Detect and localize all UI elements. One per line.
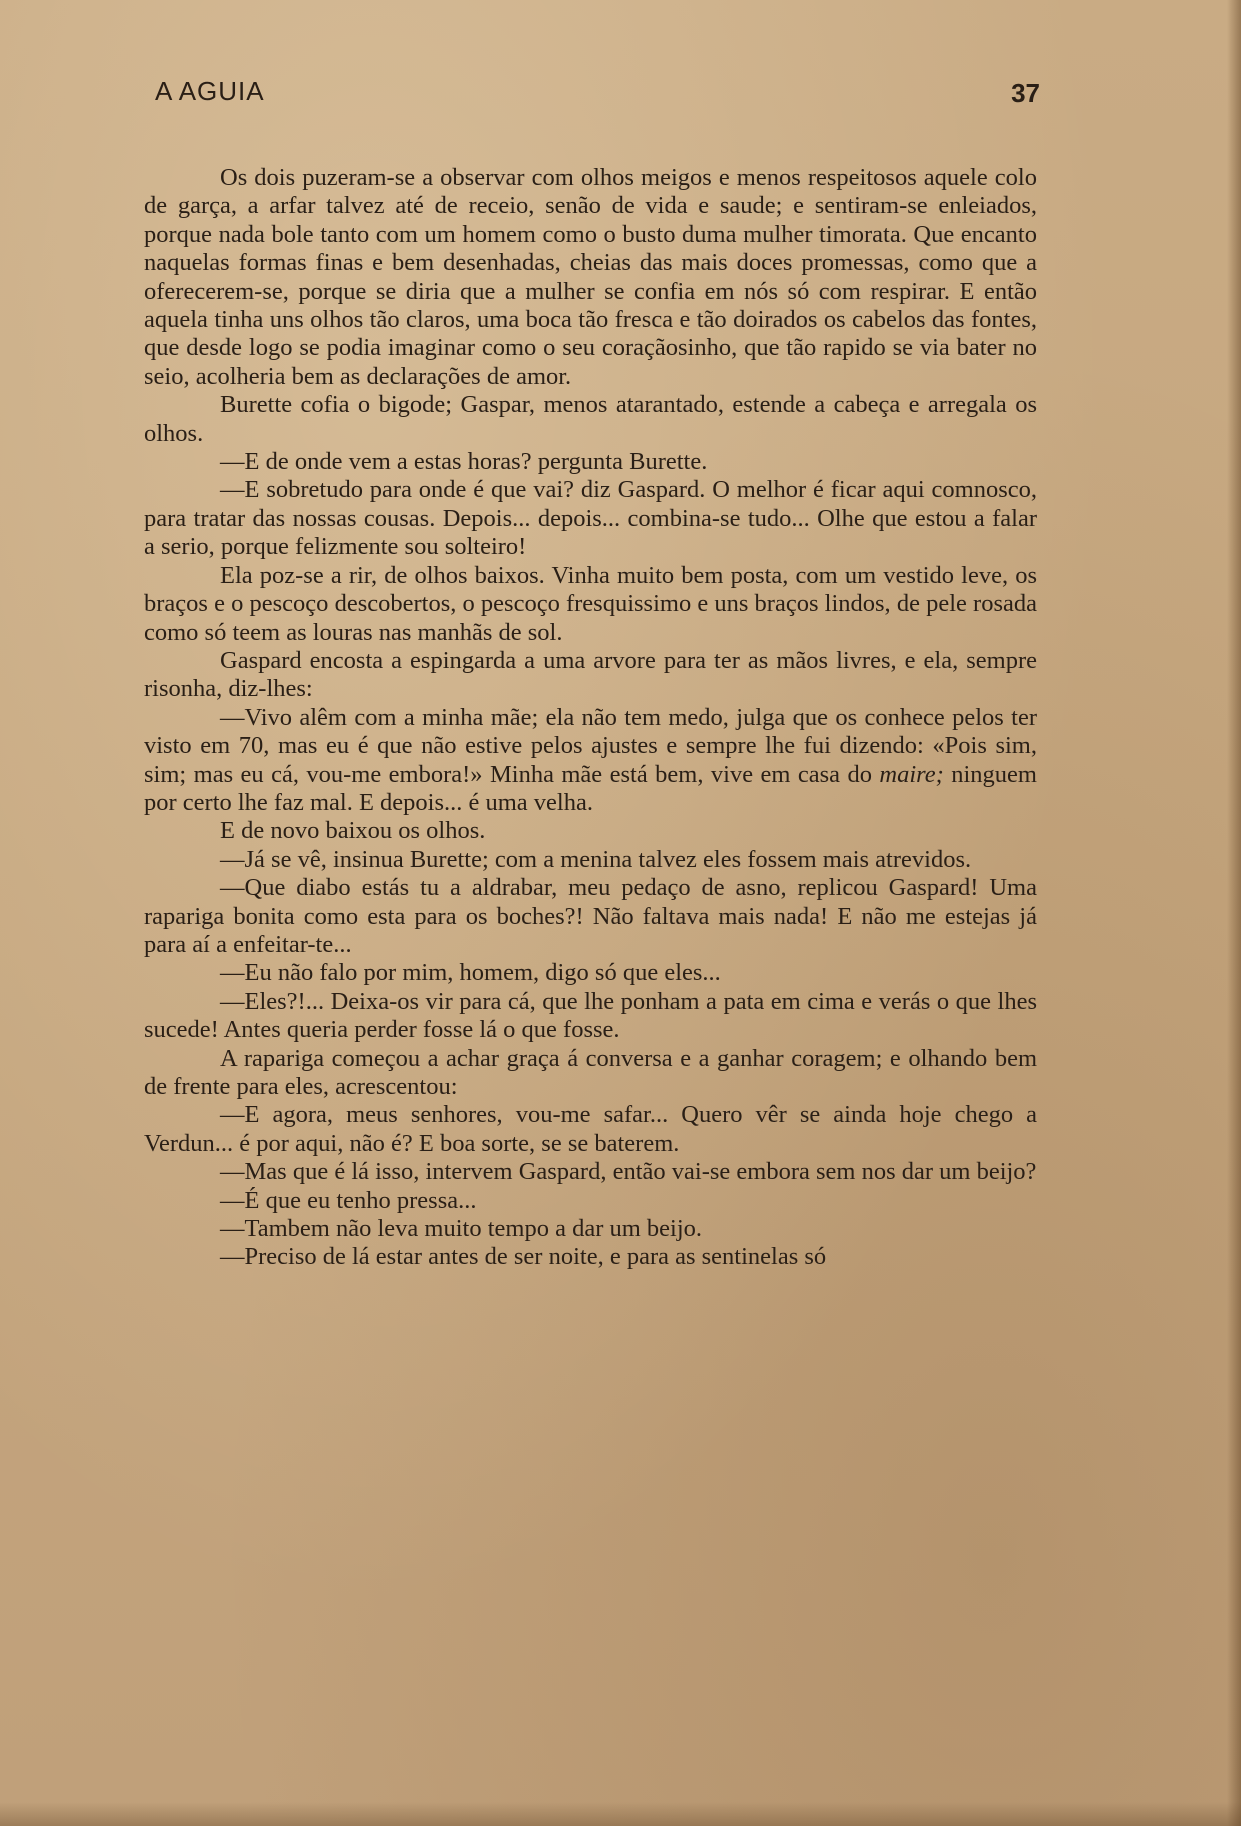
page-number: 37 [1011, 78, 1040, 108]
paragraph-text: —Vivo alêm com a minha mãe; ela não tem medo, julga que os conhece pelos ter visto em 70, mas eu é que não estive pelos ajustes e sempre lhe fui dizendo: «Pois sim, sim; mas eu cá, vou-me embora!» Minha mãe está bem, vive em casa do [144, 703, 1037, 788]
paragraph: —Mas que é lá isso, intervem Gaspard, então vai-se embora sem nos dar um beijo? [220, 1158, 1037, 1186]
page-bottom-shadow [0, 1802, 1241, 1826]
paragraph: —Eu não falo por mim, homem, digo só que eles... [220, 959, 721, 987]
paragraph: Burette cofia o bigode; Gaspar, menos atarantado, estende a cabeça e arregala os olhos. [144, 391, 1037, 447]
paragraph-text-tail: ninguem por certo lhe faz mal. E depois... é uma velha. [144, 760, 1037, 816]
paragraph: Ela poz-se a rir, de olhos baixos. Vinha muito bem posta, com um vestido leve, os braços e o pescoço descobertos, o pescoço fresquissimo e uns braços lindos, de pele rosada como só teem as louras nas manhãs de sol. [144, 561, 1037, 646]
paragraph: —Já se vê, insinua Burette; com a menina talvez eles fossem mais atrevidos. [220, 845, 972, 873]
paragraph: E de novo baixou os olhos. [220, 817, 486, 845]
paragraph: —Tambem não leva muito tempo a dar um beijo. [220, 1215, 703, 1243]
paragraph: Os dois puzeram-se a observar com olhos meigos e menos respeitosos aquele colo de garça, a arfar talvez até de receio, senão de vida e saude; e sentiram-se enleiados, porque nada bole tanto com um homem como o busto duma mulher timorata. Que encanto naquelas formas finas e bem desenhadas, cheias das mais doces promessas, como que a oferecerem-se, porque se diria que a mulher se confia em nós só com respirar. E então aquela tinha uns olhos tão claros, uma boca tão fresca e tão doirados os cabelos das fontes, que desde logo se podia imaginar como o seu coraçãosinho, que tão rapido se via bater no seio, acolheria bem as declarações de amor. [144, 164, 1037, 390]
running-header [155, 76, 1040, 116]
page-edge-shadow [1227, 0, 1241, 1826]
paragraph: —Preciso de lá estar antes de ser noite, e para as sentinelas só [220, 1243, 827, 1271]
paragraph-with-italic [144, 704, 1037, 818]
running-title: A AGUIA [155, 76, 265, 106]
italic-word: maire; [879, 760, 944, 788]
paragraph: —Eles?!... Deixa-os vir para cá, que lhe ponham a pata em cima e verás o que lhes sucede! Antes queria perder fosse lá o que fosse. [144, 987, 1037, 1044]
paragraph: —Que diabo estás tu a aldrabar, meu pedaço de asno, replicou Gaspard! Uma rapariga bonita como esta para os boches?! Não faltava mais nada! E não me estejas já para aí a enfeitar-te... [144, 874, 1037, 958]
paragraph: —É que eu tenho pressa... [220, 1186, 477, 1214]
body-text [144, 164, 1037, 1272]
paragraph: —E sobretudo para onde é que vai? diz Gaspard. O melhor é ficar aqui comnosco, para tratar das nossas cousas. Depois... depois... combina-se tudo... Olhe que estou a falar a serio, porque felizmente sou solteiro! [144, 476, 1037, 561]
paragraph: A rapariga começou a achar graça á conversa e a ganhar coragem; e olhando bem de frente para eles, acrescentou: [144, 1044, 1037, 1100]
paragraph: —E agora, meus senhores, vou-me safar... Quero vêr se ainda hoje chego a Verdun... é por aqui, não é? E boa sorte, se se baterem. [144, 1101, 1037, 1157]
paragraph: Gaspard encosta a espingarda a uma arvore para ter as mãos livres, e ela, sempre risonha, diz-lhes: [144, 646, 1037, 703]
paragraph: —E de onde vem a estas horas? pergunta Burette. [220, 448, 708, 476]
